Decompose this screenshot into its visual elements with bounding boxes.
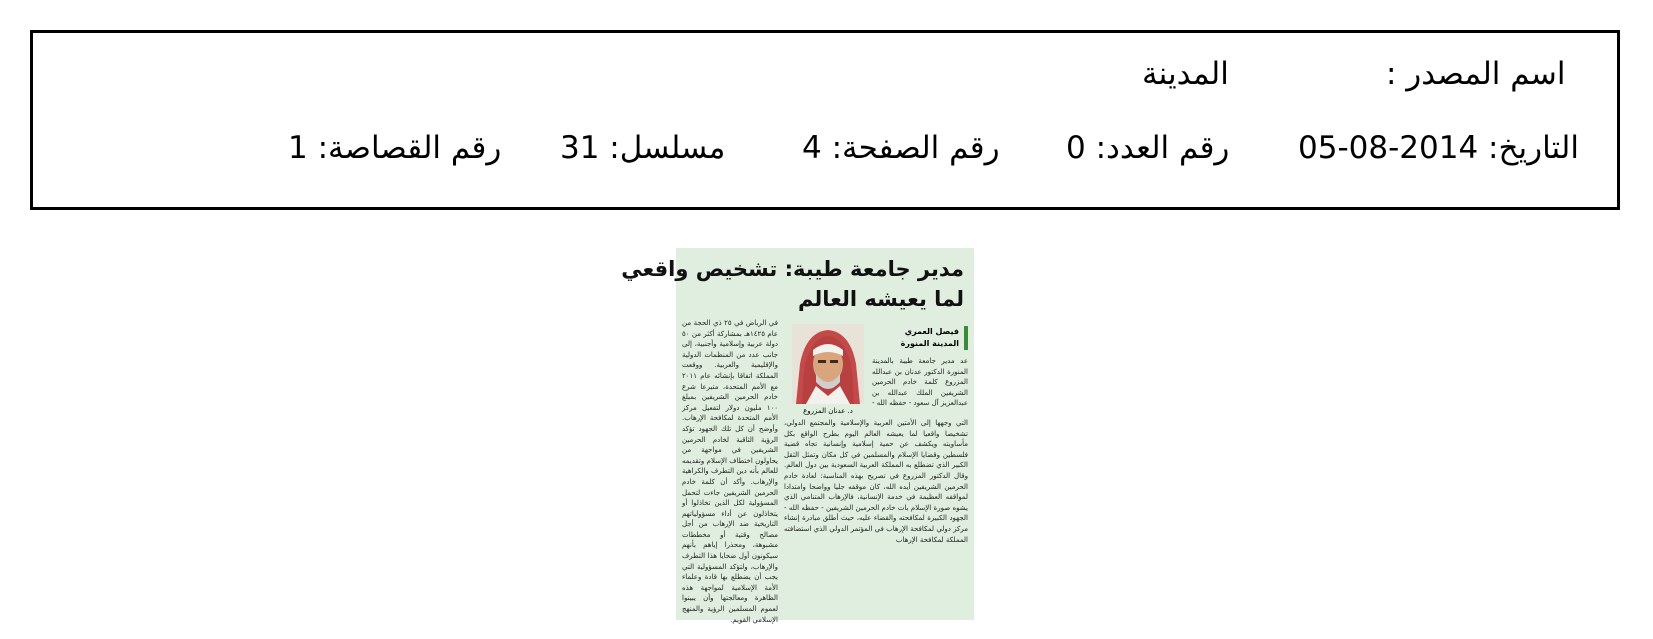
- metadata-box: [30, 30, 1620, 210]
- author-name: فيصل العمري: [904, 327, 959, 336]
- date-field: التاريخ: 2014-08-05: [1298, 130, 1579, 166]
- article-column-right-top: عد مدير جامعة طيبة بالمدينة المنورة الدكتور عدنان بن عبدالله المزروع كلمة خادم الحرمين الشريفين الملك عبدالله بن عبدالعزيز آل سعود - حفظه الله -: [871, 357, 968, 408]
- page-number: رقم الصفحة: 4: [802, 130, 1000, 166]
- article-headline-line2: لما يعيشه العالم: [797, 287, 964, 311]
- article-column-left: في الرياض في ٢٥ ذي الحجة من عام ١٤٢٥هـ بمشاركة أكثر من ٥٠ دولة عربية وإسلامية وأجنبية، إلى جانب عدد من المنظمات الدولية والإقليمية والعربية. ووقعت المملكة اتفاقا بإنشائه عام ٢٠١١ مع الأمم المتحدة، متبرعا شرع خادم الحرمين الشريفين بمبلغ ١٠٠ مليون دولار لتفعيل مركز الأمم المتحدة لمكافحة الإرهاب. وأوضح أن كل تلك الجهود تؤكد الرؤية الثاقبة لخادم الحرمين الشريفين في مواجهة من يحاولون اختطاف الإسلام وتقديمه للعالم بأنه دين التطرف والكراهية والإرهاب. وأكد أن كلمة خادم الحرمين الشريفين جاءت لتحمل المسؤولية لكل الذين تخاذلوا أو يتخاذلون عن أداء مسؤولياتهم التاريخية ضد الإرهاب من أجل مصالح وقتية أو مخططات مشبوهة، ومحذرا إياهم بأنهم سيكونون أول ضحايا هذا التطرف والإرهاب، ولتؤكد المسؤولية التي يجب أن يضطلع بها قادة وعلماء الأمة الإسلامية لمواجهة هذه الظاهرة ومعالجتها وأن يبينوا لعموم المسلمين الرؤية والمنهج الإسلامي القويم.: [682, 319, 778, 624]
- source-label: اسم المصدر :: [1386, 56, 1566, 92]
- photo-caption: د. عدنان المزروع: [803, 407, 853, 415]
- serial-number: مسلسل: 31: [560, 130, 726, 166]
- newspaper-clipping: [621, 248, 974, 624]
- source-value: المدينة: [1142, 56, 1229, 92]
- article-headline-line1: مدير جامعة طيبة: تشخيص واقعي: [621, 257, 964, 281]
- author-location: المدينة المنورة: [900, 339, 959, 348]
- issue-number: رقم العدد: 0: [1066, 130, 1230, 166]
- article-column-right: التي وجهها إلى الأمتين العربية والإسلامية والمجتمع الدولي، تشخيصا واقعيا لما يعيشه العالم اليوم بطرح الواقع بكل مأساويته ويكشف عن حمية إسلامية وإنسانية تجاه قضية فلسطين وقضايا الإسلام والمسلمين في كل مكان وتمثل الثقل الكبير الذي تضطلع به المملكة العربية السعودية بين دول العالم. وقال الدكتور المزروع في تصريح بهذه المناسبة: لعادة خادم الحرمين الشريفين أيده الله، كان موقفه جليا وواضحا وامتدادا لمواقفه العظيمة في خدمة الإنسانية، فالإرهاب المتنامي الذي يشوه صورة الإسلام بات خادم الحرمين الشريفين - حفظه الله - الجهود الكبيرة لمكافحته والقضاء عليه، حيث أطلق مبادرة إنشاء مركز دولي لمكافحة الإرهاب في المؤتمر الدولي الذي استضافته المملكة لمكافحة الإرهاب: [784, 419, 968, 544]
- byline: [872, 326, 968, 350]
- clip-number: رقم القصاصة: 1: [288, 130, 502, 166]
- author-photo: [792, 324, 864, 404]
